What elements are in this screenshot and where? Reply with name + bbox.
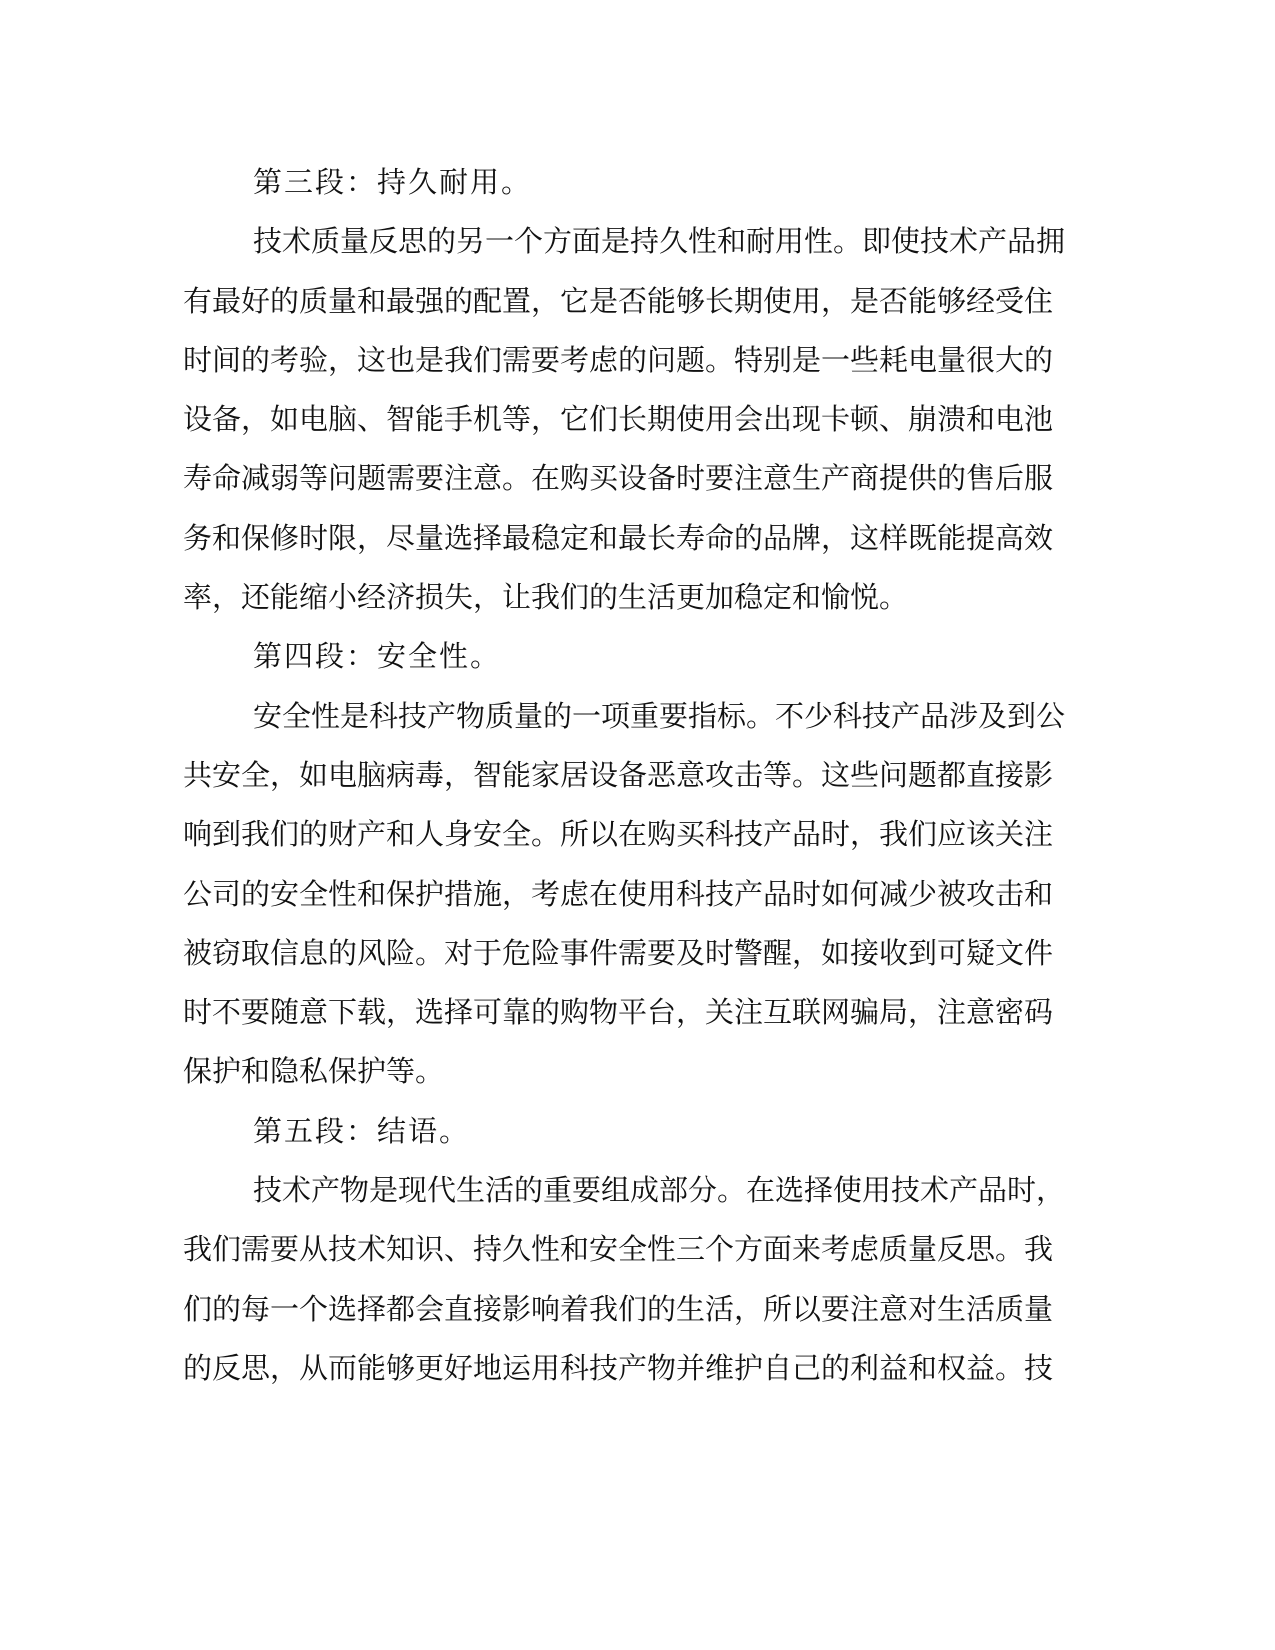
paragraph-line: 技术质量反思的另一个方面是持久性和耐用性。即使技术产品拥 [253,224,1066,259]
paragraph-line: 寿命减弱等问题需要注意。在购买设备时要注意生产商提供的售后服 [183,461,1054,496]
section-heading: 第三段：持久耐用。 [253,165,533,199]
paragraph-line: 技术产物是现代生活的重要组成部分。在选择使用技术产品时， [253,1173,1066,1208]
paragraph-line: 率，还能缩小经济损失，让我们的生活更加稳定和愉悦。 [183,580,909,615]
paragraph-line: 时不要随意下载，选择可靠的购物平台，关注互联网骗局，注意密码 [183,995,1054,1030]
paragraph-line: 时间的考验，这也是我们需要考虑的问题。特别是一些耗电量很大的 [183,342,1054,377]
paragraph-line: 务和保修时限，尽量选择最稳定和最长寿命的品牌，这样既能提高效 [183,520,1054,555]
paragraph-line: 安全性是科技产物质量的一项重要指标。不少科技产品涉及到公 [253,698,1066,733]
section-heading: 第四段：安全性。 [253,639,502,674]
paragraph-line: 的反思，从而能够更好地运用科技产物并维护自己的利益和权益。技 [183,1350,1054,1385]
paragraph-line: 有最好的质量和最强的配置，它是否能够长期使用，是否能够经受住 [183,283,1054,318]
paragraph-line: 保护和隐私保护等。 [183,1054,445,1089]
section-heading: 第五段：结语。 [253,1113,471,1148]
paragraph-line: 共安全，如电脑病毒，智能家居设备恶意攻击等。这些问题都直接影 [183,757,1054,792]
paragraph-line: 响到我们的财产和人身安全。所以在购买科技产品时，我们应该关注 [183,817,1054,852]
document-body [183,153,1066,1398]
paragraph-line: 我们需要从技术知识、持久性和安全性三个方面来考虑质量反思。我 [183,1232,1054,1267]
paragraph-line: 们的每一个选择都会直接影响着我们的生活，所以要注意对生活质量 [183,1291,1054,1326]
paragraph-line: 被窃取信息的风险。对于危险事件需要及时警醒，如接收到可疑文件 [183,935,1054,970]
paragraph-line: 设备，如电脑、智能手机等，它们长期使用会出现卡顿、崩溃和电池 [183,402,1054,437]
paragraph-line: 公司的安全性和保护措施，考虑在使用科技产品时如何减少被攻击和 [183,876,1054,911]
